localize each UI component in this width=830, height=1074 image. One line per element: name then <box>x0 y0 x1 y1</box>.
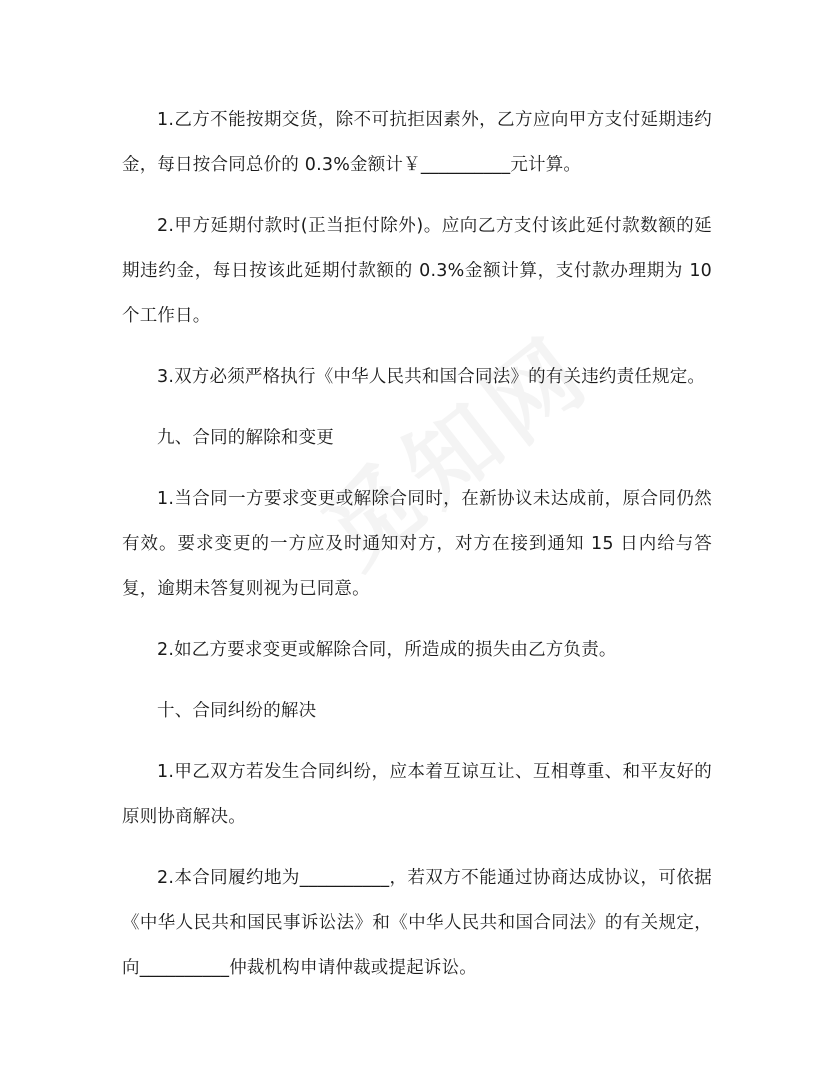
clause-paragraph: 2.本合同履约地为__________，若双方不能通过协商达成协议，可依据《中华人民共和国民事诉讼法》和《中华人民共和国合同法》的有关规定，向__________仲裁机构申请仲裁或提起诉讼。 <box>122 868 712 978</box>
section-heading: 十、合同纠纷的解决 <box>157 701 317 721</box>
clause-paragraph: 3.双方必须严格执行《中华人民共和国合同法》的有关违约责任规定。 <box>157 367 706 387</box>
clause-paragraph: 1.甲乙双方若发生合同纠纷，应本着互谅互让、互相尊重、和平友好的原则协商解决。 <box>122 762 712 827</box>
document-body <box>122 98 712 1007</box>
clause-paragraph: 2.如乙方要求变更或解除合同，所造成的损失由乙方负责。 <box>157 640 617 660</box>
clause-paragraph: 1.当合同一方要求变更或解除合同时，在新协议未达成前，原合同仍然有效。要求变更的一方应及时通知对方，对方在接到通知 15 日内给与答复，逾期未答复则视为已同意。 <box>122 489 712 599</box>
clause-paragraph: 1.乙方不能按期交货，除不可抗拒因素外，乙方应向甲方支付延期违约金，每日按合同总价的 0.3%金额计￥__________元计算。 <box>122 110 712 175</box>
section-heading: 九、合同的解除和变更 <box>157 428 334 448</box>
clause-paragraph: 2.甲方延期付款时(正当拒付除外)。应向乙方支付该此延付款数额的延期违约金，每日按该此延期付款额的 0.3%金额计算，支付款办理期为 10 个工作日。 <box>122 216 712 326</box>
